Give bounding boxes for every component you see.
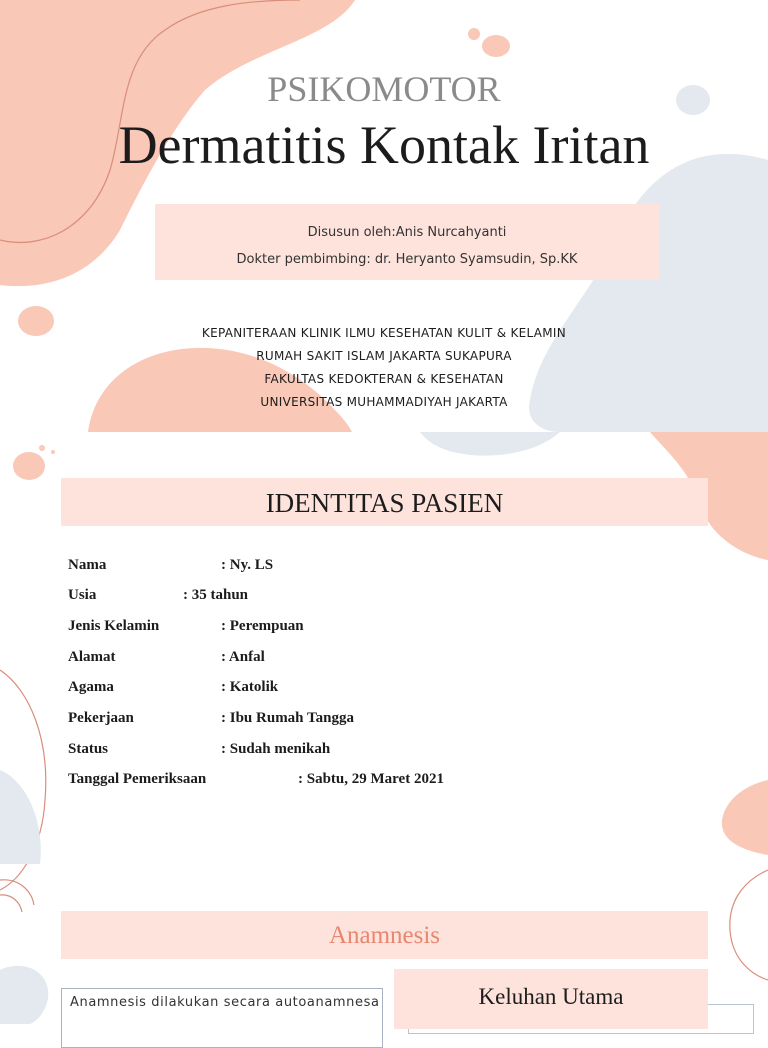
field-label-pekerjaan: Pekerjaan: [68, 710, 134, 726]
blue-blob-bottom-left: [0, 966, 48, 1024]
field-value-status: : Sudah menikah: [221, 741, 331, 757]
keluhan-utama-title: Keluhan Utama: [478, 984, 624, 1009]
peach-blob-right-lower: [722, 780, 768, 855]
peach-dot: [482, 35, 510, 57]
field-value-jenis-kelamin: : Perempuan: [221, 618, 304, 634]
supervisor-line: Dokter pembimbing: dr. Heryanto Syamsudin, Sp.KK: [236, 252, 578, 267]
identity-section-bar: [61, 478, 708, 526]
anamnesis-section-title: Anamnesis: [328, 922, 441, 949]
field-value-nama: : Ny. LS: [221, 557, 274, 573]
blue-blob-top-slide2: [420, 432, 560, 456]
slide-title: Dermatitis Kontak Iritan: [118, 115, 650, 175]
institution-line-4: UNIVERSITAS MUHAMMADIYAH JAKARTA: [260, 395, 508, 409]
peach-arcs-left: [0, 880, 34, 912]
field-value-tanggal: : Sabtu, 29 Maret 2021: [298, 771, 444, 787]
author-line: Disusun oleh:Anis Nurcahyanti: [307, 225, 507, 240]
institution-line-1: KEPANITERAAN KLINIK ILMU KESEHATAN KULIT & KELAMIN: [201, 326, 567, 340]
field-label-usia: Usia: [68, 587, 97, 603]
field-label-tanggal: Tanggal Pemeriksaan: [68, 771, 207, 787]
field-value-alamat: : Anfal: [221, 649, 265, 665]
field-label-status: Status: [68, 741, 109, 757]
field-label-alamat: Alamat: [68, 649, 116, 665]
field-label-nama: Nama: [68, 557, 107, 573]
peach-curve-right-lower: [730, 870, 768, 980]
blue-blob-left-slide2: [0, 770, 41, 864]
institution-line-3: FAKULTAS KEDOKTERAN & KESEHATAN: [264, 372, 504, 386]
field-label-agama: Agama: [68, 679, 114, 695]
anamnesis-section-bar: [61, 911, 708, 959]
keluhan-utama-card: [394, 969, 708, 1029]
field-label-jenis-kelamin: Jenis Kelamin: [68, 618, 160, 634]
author-box: [155, 204, 659, 280]
anamnesis-text-box: [61, 988, 383, 1048]
field-value-pekerjaan: : Ibu Rumah Tangga: [221, 710, 354, 726]
blue-blob-right: [529, 154, 768, 432]
peach-dot-small: [468, 28, 480, 40]
field-value-agama: : Katolik: [221, 679, 279, 695]
anamnesis-text: Anamnesis dilakukan secara autoanamnesa: [70, 995, 380, 1010]
field-value-usia: : 35 tahun: [183, 587, 249, 603]
peach-speck-1: [39, 445, 45, 451]
identity-section-title: IDENTITAS PASIEN: [265, 488, 504, 518]
institution-line-2: RUMAH SAKIT ISLAM JAKARTA SUKAPURA: [256, 349, 512, 363]
peach-dot-left-slide2: [13, 452, 45, 480]
slide-subtitle: PSIKOMOTOR: [267, 69, 501, 109]
peach-speck-2: [51, 450, 55, 454]
